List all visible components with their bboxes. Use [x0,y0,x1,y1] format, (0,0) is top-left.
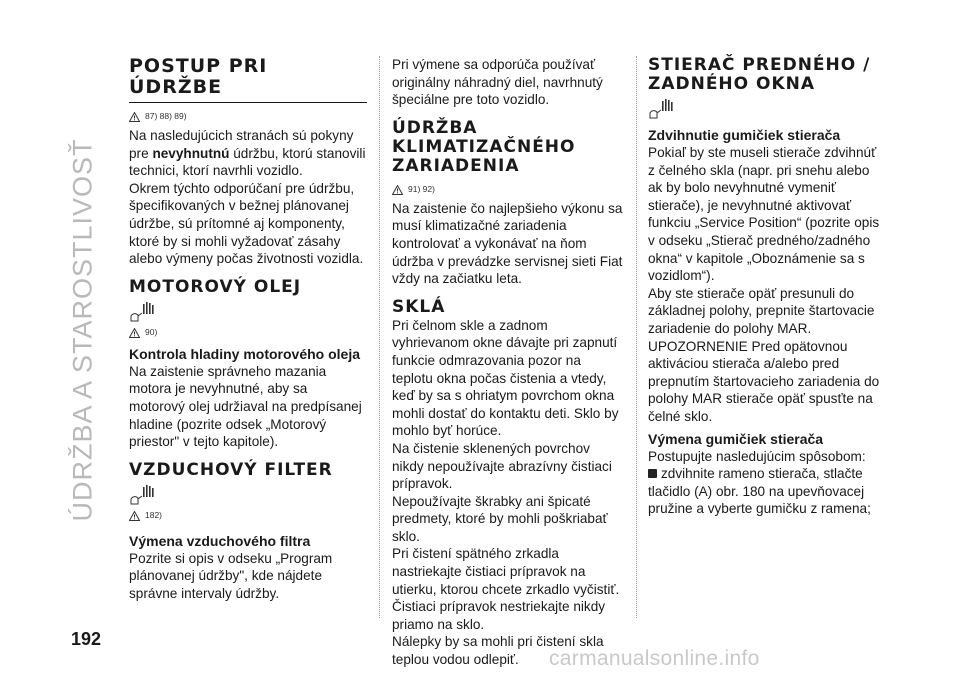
warning-refs-filter [129,508,367,524]
paragraph [129,127,367,180]
warning-triangle-icon [392,185,403,195]
section-heading-olej: MOTOROVÝ OLEJ [129,276,302,297]
warning-refs-postup [129,109,367,125]
column-1 [129,56,367,603]
cleaning-hand-icon [129,301,155,323]
section-heading-filter: VZDUCHOVÝ FILTER [129,459,333,480]
icon-row [129,484,367,506]
page-number: 192 [71,629,102,649]
section-heading-skla: SKLÁ [392,296,446,317]
warning-ref-numbers: 91) 92) [408,183,435,194]
square-bullet-icon [648,469,657,478]
subheading-zdvihnutie: Zdvihnutie gumičiek stierača [648,127,841,143]
cleaning-hand-icon [129,484,155,506]
warning-refs-klima [392,182,625,198]
paragraph: Pri čelnom skle a zadnom vyhrievanom okne dávajte pri zapnutí funkcie odmrazovania pozor na teplotu okna počas čistenia a vtedy, keď by sa s ohriatym povrchom okna mohli dostať do kontaktu deti. Sklo by mohlo byť horúce. [392,317,619,439]
paragraph: Nepoužívajte škrabky ani špicaté predmety, ktoré by mohli poškriabať sklo. [392,493,608,544]
text-run: Na nasledujúcich stranách sú pokyny pre [129,128,354,161]
column-divider [379,56,380,618]
subheading-vymena-filtra: Výmena vzduchového filtra [129,532,311,549]
warning-triangle-icon [129,328,140,338]
cleaning-hand-icon [648,98,674,120]
watermark: carmanualsonline.info [549,647,760,670]
section-heading-postup-block [129,56,367,103]
paragraph: UPOZORNENIE Pred opätovnou aktiváciou stierača a/alebo pred prepnutím štartovacieho zariadenia do polohy MAR stierače opäť spusťte na čelné sklo. [648,338,880,424]
bold-text-run: nevyhnutnú [152,145,230,161]
paragraph: Nálepky by sa mohli pri čistení skla teplou vodou odlepiť. [392,634,604,668]
section-heading-stierac: STIERAČ PREDNÉHO / ZADNÉHO OKNA [648,55,871,94]
paragraph: Na čistenie sklenených povrchov nikdy nepoužívajte abrazívny čistiaci prípravok. [392,440,612,492]
list-item [648,465,880,518]
paragraph: Okrem týchto odporúčaní pre údržbu, špecifikovaných v bežnej plánovanej údržbe, sú prítomné aj komponenty, ktoré by si mohli vyžadovať zásahy alebo výmeny počas životnosti vozidla. [129,180,364,267]
warning-triangle-icon [129,112,140,122]
warning-refs-olej [129,325,367,341]
text-run: údržbu, ktorú stanovili technici, ktorí navrhli vozidlo. [129,145,366,179]
warning-ref-numbers: 182) [145,509,163,520]
warning-triangle-icon [129,511,140,521]
paragraph: Pokiaľ by ste museli stierače zdvihnúť z čelného skla (napr. pri snehu alebo ak by bolo nevyhnutné vymeniť stierače), je nevyhnutné aktivovať funkciu „Service Position“ (pozrite opis v odseku „Stierač predného/zadného okna“ v kapitole „Oboznámenie sa s vozidlom“). [648,145,880,284]
section-heading-postup: POSTUP PRI ÚDRŽBE [129,55,268,98]
paragraph: Na zaistenie správneho mazania motora je nevyhnutné, aby sa motorový olej udržiaval na predpísanej hladine (pozrite odsek „Motorový priestor" v tejto kapitole). [129,363,362,450]
paragraph: Aby ste stierače opäť presunuli do základnej polohy, prepnite štartovacie zariadenie do polohy MAR. [648,285,875,336]
column-divider [636,56,637,618]
column-2 [392,56,625,669]
paragraph: Pozrite si opis v odseku „Program plánovanej údržby", kde nájdete správne intervaly údržby. [129,550,333,601]
icon-row [129,301,367,323]
subheading-vymena-gumiciek: Výmena gumičiek stierača [648,430,824,447]
column-3 [648,56,880,518]
section-heading-klima: ÚDRŽBA KLIMATIZAČNÉHO ZARIADENIA [392,117,576,176]
side-chapter-title: ÚDRŽBA A STAROSTLIVOSŤ [67,138,98,522]
paragraph: Postupujte nasledujúcim spôsobom: [648,448,866,464]
paragraph: Na zaistenie čo najlepšieho výkonu sa musí klimatizačné zariadenia kontrolovať a vykonávať na ňom údržba v prevádzke servisnej sieti Fiat vždy na začiatku leta. [392,200,623,287]
paragraph: Pri čistení spätného zrkadla nastriekajte čistiaci prípravok na utierku, ktorou chcete zrkadlo vyčistiť. Čistiaci prípravok nestriekajte nikdy priamo na sklo. [392,546,620,632]
warning-ref-numbers: 90) [145,326,158,337]
warning-ref-numbers: 87) 88) 89) [145,111,187,122]
subheading-kontrola-oleja: Kontrola hladiny motorového oleja [129,345,361,362]
list-item-text: zdvihnite rameno stierača, stlačte tlačidlo (A) obr. 180 na upevňovacej pružine a vyberte gumičku z ramena; [648,466,871,517]
icon-row [648,98,880,120]
paragraph: Pri výmene sa odporúča používať originálny náhradný diel, navrhnutý špeciálne pre toto vozidlo. [392,57,603,108]
